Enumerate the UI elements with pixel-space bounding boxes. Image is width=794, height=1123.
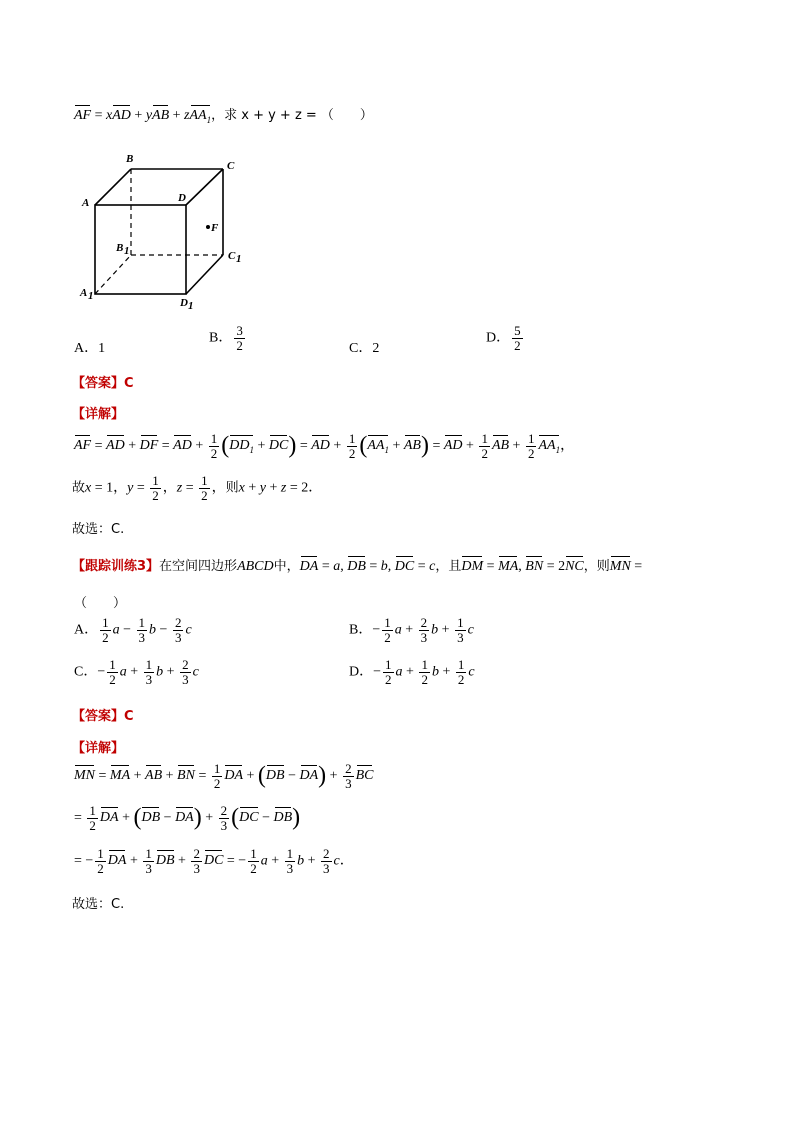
q2-answer: 【答案】C bbox=[72, 709, 134, 724]
q1-derivation: AF = AD + DF = AD + $\frac{1}{2}$ $(DD_1 + DC)$ = AD + $\frac{1}{2}$ $(AA_1 + AB)$ = AD + $\frac{1}{2}$ AB + $\frac{1}{2}$ $AA_1$， bbox=[74, 431, 575, 461]
label-d1: D bbox=[180, 297, 188, 309]
label-b1: B bbox=[116, 242, 124, 254]
q2-tag: 【跟踪训练3】 bbox=[72, 559, 160, 574]
q2-derivation-line2: = $\frac{1}{2}$ DA + (DB − DA) + $\frac{2}{3}$ (DC − DB) bbox=[74, 803, 301, 833]
label-a1: A bbox=[80, 287, 88, 299]
q1-option-d[interactable]: D． $\frac{5}{2}$ bbox=[486, 323, 521, 353]
q1-option-c[interactable]: C．2 bbox=[349, 341, 380, 356]
q1-answer: 【答案】C bbox=[72, 376, 134, 391]
q1-conclusion: 故x = 1，y = $\frac{1}{2}$ ，z = $\frac{1}{2}$ ，则x + y + z = 2． bbox=[72, 473, 323, 503]
label-c1: C bbox=[228, 250, 236, 262]
label-c: C bbox=[227, 160, 235, 172]
q2-option-a[interactable]: A． $\frac{1}{2}$ a − $\frac{1}{3}$ b − $\frac{2}{3}$ c bbox=[74, 615, 192, 645]
label-d1-sub: 1 bbox=[188, 300, 194, 310]
q2-option-b[interactable]: B．− $\frac{1}{2}$ a + $\frac{2}{3}$ b + $\frac{1}{3}$ c bbox=[349, 615, 474, 645]
q2-stem: 【跟踪训练3】在空间四边形ABCD中，DA = a, DB = b, DC = c，且DM = MA, BN = 2NC，则MN = bbox=[72, 559, 643, 574]
label-b1-sub: 1 bbox=[124, 245, 130, 257]
q2-derivation-line3: = − $\frac{1}{2}$ DA + $\frac{1}{3}$ DB + $\frac{2}{3}$ DC = − $\frac{1}{2}$ a + $\frac{1}{3}$ b + $\frac{2}{3}$ c． bbox=[74, 846, 354, 876]
q1-detail-label: 【详解】 bbox=[72, 407, 125, 422]
q2-detail-label: 【详解】 bbox=[72, 741, 125, 756]
label-f: F bbox=[211, 222, 219, 234]
label-d: D bbox=[178, 192, 186, 204]
label-c1-sub: 1 bbox=[236, 253, 242, 265]
label-a: A bbox=[82, 197, 90, 209]
q2-paren: （ ） bbox=[74, 596, 127, 611]
q1-stem: AF = xAD + yAB + zAA$_1$，求 x + y + z = （ ） bbox=[74, 108, 373, 125]
point-f bbox=[206, 225, 210, 229]
cube-figure bbox=[76, 150, 256, 310]
label-a1-sub: 1 bbox=[88, 290, 94, 302]
q2-option-d[interactable]: D．− $\frac{1}{2}$ a + $\frac{1}{2}$ b + $\frac{1}{2}$ c bbox=[349, 657, 475, 687]
q1-stem-suffix: ，求 x + y + z = （ ） bbox=[211, 108, 373, 123]
label-b: B bbox=[126, 153, 134, 165]
q2-option-c[interactable]: C．− $\frac{1}{2}$ a + $\frac{1}{3}$ b + $\frac{2}{3}$ c bbox=[74, 657, 199, 687]
q1-option-a[interactable]: A．1 bbox=[74, 341, 106, 356]
q2-choose: 故选：C. bbox=[72, 897, 125, 912]
q2-derivation-line1: MN = MA + AB + BN = $\frac{1}{2}$ DA + (DB − DA) + $\frac{2}{3}$ BC bbox=[74, 761, 374, 791]
q1-choose: 故选：C. bbox=[72, 522, 125, 537]
q1-option-b[interactable]: B． $\frac{3}{2}$ bbox=[209, 323, 243, 353]
